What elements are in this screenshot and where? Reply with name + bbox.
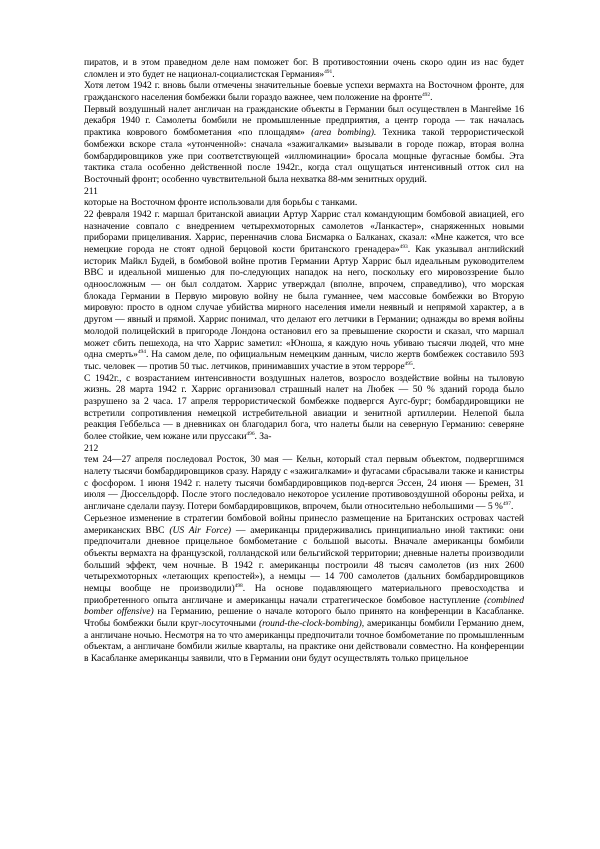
footnote-ref[interactable]: 497 xyxy=(502,501,511,508)
paragraph-text: Техника такой террористической бомбежки вскоре стала «утонченной»: сначала «зажигалками» вызывали в городе пожар, вторая волна бомбардировщиков уже при соответствующей «иллюминации» бросала мощные фугасные бомбы. Эта тактика стала особенно действенной после 1942г., когда стал ощущаться интенсивный отток сил на Восточный фронт; особенно чувствительной была нехватка 88-мм зенитных орудий. xyxy=(84,127,525,185)
paragraph-text: С 1942г., с возрастанием интенсивности воздушных налетов, возросло воздействие войны на тыловую жизнь. 28 марта 1942 г. Харрис организовал страшный налет на Любек — 50 % зданий города было разрушено за 2 часа. 17 апреля террористической бомбежке подвергся Аугс-бург; бомбардировщики не встретили сопротивления немецкой истребительной авиации и зенитной артиллерии. Нелепой была реакция Геббельса — в дневниках он благодарил бога, что налеты были на северную Германию: северяне более стойкие, чем южане или пруссаки xyxy=(84,372,524,442)
paragraph-4: которые на Восточном фронте использовали для борьбы с танками. xyxy=(84,197,358,209)
paragraph-text: на Германию, решение о начале которого было принято на конференции в Касабланке. Чтобы бомбежки были круг-лосуточными xyxy=(84,606,524,629)
paragraph-3 xyxy=(84,104,524,186)
italic-term: (US Air Force) xyxy=(169,524,232,536)
paragraph-1 xyxy=(84,57,524,80)
paragraph-text: . Как указывал английский историк Майкл Будей, в бомбовой войне против Германии Артур Харрис был идеальным руководителем ВВС и идеальной мишенью для по-следующих нападок на него, поскольку его мировоззрение было одноосложным — он был солдатом. Харрис утверждал (вполне, впрочем, справедливо), что морская блокада Германии в Первую мировую войну не была гуманнее, чем массовые бомбежки во Вторую мировую: просто в одном случае убийства мирного населения имели неявный и непрямой характер, а в другом — явный и прямой. Харрис понимал, что делают его летчики в Германии; однажды во время войны молодой полицейский в пригороде Лондона остановил его за превышение скорости и сказал, что маршал может сбить пешехода, на что Харрис заметил: «Юноша, я каждую ночь убиваю тысячи людей, что мне одна смерть» xyxy=(84,244,524,361)
footnote-ref[interactable]: 491 xyxy=(324,68,333,75)
paragraph-text: Хотя летом 1942 г. вновь были отмечены значительные боевые успехи вермахта на Восточном фронте, для гражданского населения бомбежки были гораздо важнее, чем положение на фронте xyxy=(84,80,524,104)
paragraph-text: Серьезное изменение в стратегии бомбовой войны принесло размещение на Британских островах частей американских ВВС xyxy=(84,512,524,536)
paragraph-text: американцы бомбили Германию днем, а англичане ночью. Несмотря на то что американцы предпочитали точное бомбометание по промышленным объектам, а англичане бомбили жилые кварталы, на практике они действовали совместно. На конференции в Касабланке американцы заявили, что в Германии они будут осуществлять только прицельное xyxy=(84,618,525,665)
footnote-ref[interactable]: 495 xyxy=(404,360,413,367)
paragraph-text: . За- xyxy=(254,431,272,442)
italic-term: (area bombing). xyxy=(311,127,377,139)
paragraph-text: . xyxy=(412,360,416,372)
paragraph-text: . xyxy=(510,501,514,513)
footnote-ref[interactable]: 498 xyxy=(234,582,243,589)
paragraph-6 xyxy=(84,373,524,443)
footnote-ref[interactable]: 496 xyxy=(246,431,255,437)
footnote-ref[interactable]: 493 xyxy=(399,244,408,250)
paragraph-2 xyxy=(84,80,524,103)
footnote-ref[interactable]: 494 xyxy=(137,349,146,356)
paragraph-text: тем 24—27 апреля последовал Росток, 30 мая — Кельн, который стал первым объектом, подвергшимся налету тысячи бомбардировщиков сразу. Наряду с «зажигалками» и фугасами сбрасывали также и канистры с фосфором. 1 июня 1942 г. налету тысячи бомбардировщиков под-вергся Эссен, 24 июня — Бремен, 31 июля — Дюссельдорф. После этого последовало некоторое усиление противовоздушной обороны рейха, и англичане сделали паузу. Потери бомбардировщиков, впрочем, были относительно небольшими — 5 % xyxy=(84,454,524,513)
paragraph-text: 22 февраля 1942 г. маршал британской авиации Артур Харрис стал командующим бомбовой авиацией, его назначение совпало с внедрением четырехмоторных самолетов «Ланкастер», снаряженных новыми приборами прицеливания. Харрис, перенначив слова Бисмарка о Балканах, сказал: «Мне кажется, что все немецкие города не стоят одной берцовой кости британского гренадера» xyxy=(84,208,524,255)
paragraph-text: Первый воздушный налет англичан на гражданские объекты в Германии был осуществлен в Мангейме 16 декабря 1940 г. Самолеты бомбили не промышленные предприятия, а центр города — так началась практика коврового бомбометания «по площадям» xyxy=(84,103,524,139)
document-page xyxy=(84,57,524,665)
paragraph-text: . На самом деле, по официальным немецким данным, число жертв бомбежек составило 593 тыс. человек — против 50 тыс. летчиков, принимавших участие в этом терроре xyxy=(84,349,525,372)
footnote-ref[interactable]: 492 xyxy=(421,92,431,99)
italic-term: (round-the-clock-bombing), xyxy=(258,618,365,629)
paragraph-text: пиратов, и в этом праведном деле нам поможет бог. В противостоянии очень скоро один из нас будет сломлен и это будет не национал-социалистская Германия» xyxy=(84,57,524,80)
paragraph-7 xyxy=(84,454,524,512)
paragraph-text: . xyxy=(430,92,433,104)
paragraph-text: . На основе подавляющего материального превосходства и приобретенного опыта англичане и американцы начали стратегическое бомбовое наступление xyxy=(84,582,524,606)
paragraph-8 xyxy=(84,513,524,665)
italic-term: (combined bomber offensive) xyxy=(84,594,524,618)
page-number-212: 212 xyxy=(84,442,99,454)
paragraph-5 xyxy=(84,209,524,373)
page-number-211: 211 xyxy=(84,185,98,197)
paragraph-text: . xyxy=(332,68,335,80)
paragraph-text: — американцы придерживались принципиально иной тактики: они предпочитали дневное прицельное бомбометание с большой высоты. Вначале американцы бомбили объекты вермахта на французской, голландской или бельгийской территории; дневные налеты производили больший эффект, чем ночные. В 1942 г. американцы построили 48 тысяч самолетов (из них 2600 четырехмоторных «летающих крепостей»), а немцы — 14 700 самолетов (дальних бомбардировщиков немцы вообще не производили) xyxy=(84,524,524,594)
